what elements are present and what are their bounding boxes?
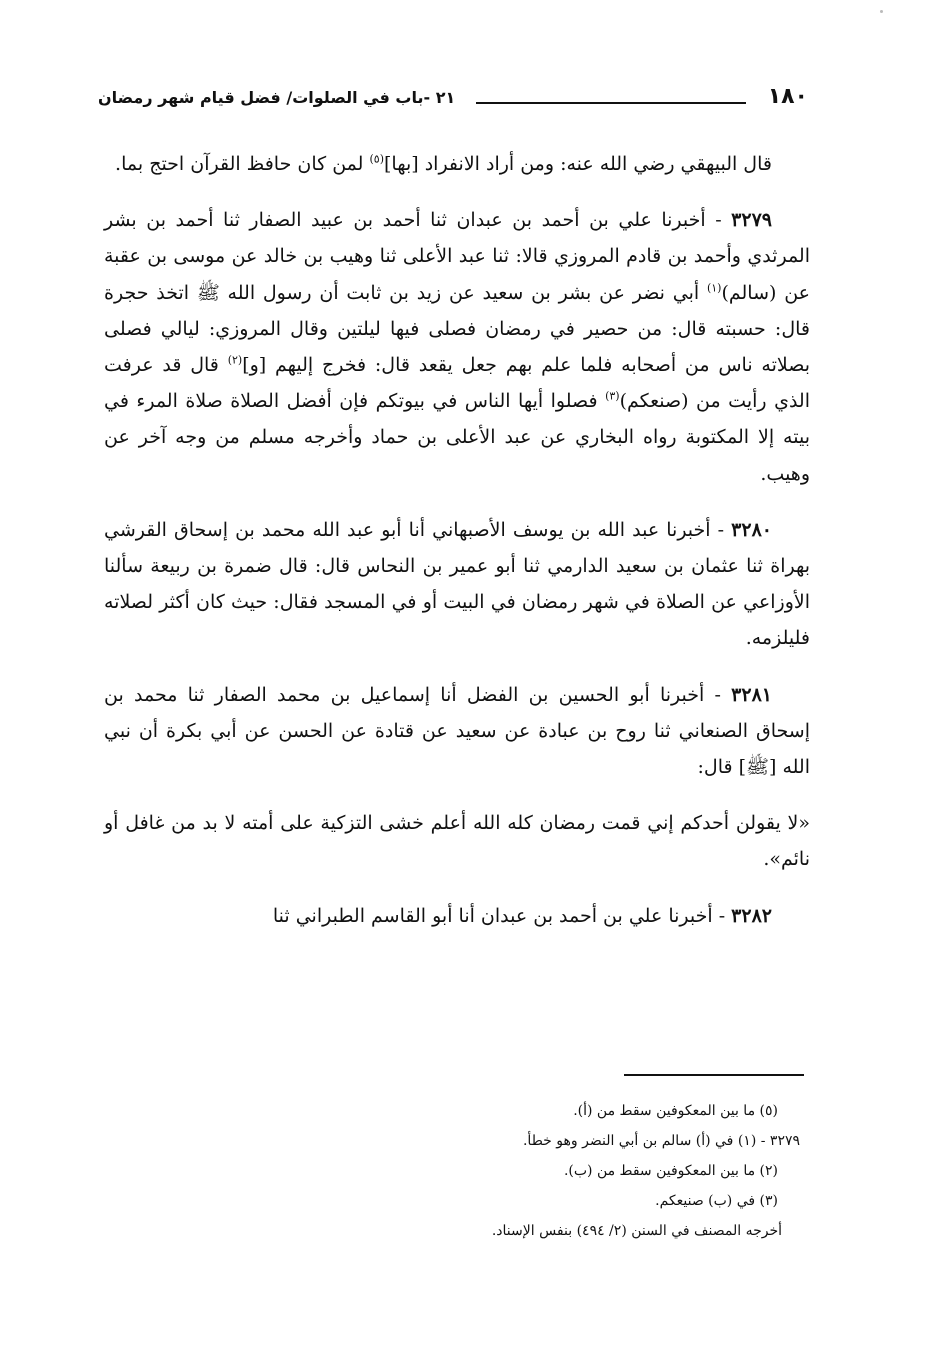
footnote-5: (٥) ما بين المعكوفين سقط من (أ). — [573, 1103, 778, 1119]
page-number: ١٨٠ — [767, 84, 808, 109]
hadith-3280 — [104, 512, 810, 657]
hadith-3279 — [104, 202, 810, 492]
hadith-text: فصلوا أيها الناس في بيوتكم فإن أفضل الصلاة صلاة المرء في بيته إلا المكتوبة رواه البخاري عن عبد الأعلى بن حماد وأخرجه مسلم من وجه آخر عن وهيب. — [104, 390, 810, 485]
paragraph-text: قال البيهقي رضي الله عنه: ومن أراد الانفراد [بها] — [384, 153, 772, 175]
hadith-3282 — [104, 898, 810, 934]
scan-speck — [880, 10, 883, 13]
main-text — [104, 146, 810, 954]
footnote-ref: (٢) — [227, 353, 243, 367]
hadith-number: ٣٢٧٩ — [731, 209, 772, 232]
footnotes — [330, 1096, 800, 1246]
hadith-text: - أخبرنا أبو الحسين بن الفضل أنا إسماعيل بن محمد الصفار ثنا محمد بن إسحاق الصنعاني ثنا روح بن عبادة عن سعيد عن قتادة عن الحسن عن أبي بكرة أن نبي الله [ﷺ] قال: — [104, 683, 810, 779]
footnote-ref: (١) — [706, 281, 722, 295]
hadith-number: ٣٢٨٠ — [731, 518, 772, 541]
hadith-text: - أخبرنا علي بن أحمد بن عبدان ثنا أحمد بن عبيد الصفار ثنا أحمد بن بشر المرثدي وأحمد بن قادم المروزي قالا: ثنا عبد الأعلى ثنا وهيب بن خالد عن موسى بن عقبة عن (سالم) — [104, 209, 811, 304]
hadith-text: قال قد عرفت الذي رأيت من (صنعكم) — [104, 354, 810, 413]
paragraph-text: لمن كان حافظ القرآن احتج بما. — [115, 153, 370, 175]
footnote-ref: (٥) — [369, 152, 384, 166]
paragraph-bayhaqi-comment — [104, 146, 810, 182]
hadith-text: أبي نضر عن بشر بن سعيد عن زيد بن ثابت أن رسول الله ﷺ اتخذ حجرة قال: حسبته قال: من حصير في رمضان فصلى فيها ليلتين وقال المروزي: ليالي فصلى بصلاته ناس من أصحابه فلما علم بهم جعل يقعد قال: فخرج إليهم [و] — [104, 281, 810, 377]
footnote-2: (٢) ما بين المعكوفين سقط من (ب). — [563, 1163, 778, 1179]
prophetic-quote: «لا يقولن أحدكم إني قمت رمضان كله الله أعلم خشى التزكية على أمته لا بد من غافل أو نائم». — [104, 812, 810, 871]
footnote-3: (٣) في (ب) صنيعكم. — [655, 1193, 778, 1209]
hadith-text: - أخبرنا علي بن أحمد بن عبدان أنا أبو القاسم الطبراني ثنا — [272, 904, 732, 927]
footnote-source: أخرجه المصنف في السنن (٢/ ٤٩٤) بنفس الإسناد. — [491, 1223, 782, 1239]
hadith-number: ٣٢٨٢ — [731, 904, 772, 927]
hadith-text: - أخبرنا عبد الله بن يوسف الأصبهاني أنا أبو عبد الله محمد بن إسحاق القرشي بهراة ثنا عثمان بن سعيد الدارمي ثنا أبو عمير بن النحاس قال: قال ضمرة بن ربيعة سألنا الأوزاعي عن الصلاة في شهر رمضان في البيت أو في المسجد فقال: حيث كان أكثر لصلاته فليلزمه. — [104, 518, 810, 650]
running-header — [98, 84, 808, 120]
chapter-title: ٢١ -باب في الصلوات/ فضل قيام شهر رمضان — [98, 88, 456, 107]
footnote-ref: (٣) — [605, 389, 620, 403]
header-rule — [476, 102, 746, 104]
hadith-number: ٣٢٨١ — [731, 683, 772, 706]
footnote-3279-1: ٣٢٧٩ - (١) في (أ) سالم بن أبي النضر وهو خطأ. — [522, 1133, 800, 1149]
hadith-3281 — [104, 677, 810, 786]
footnote-separator — [624, 1074, 804, 1076]
